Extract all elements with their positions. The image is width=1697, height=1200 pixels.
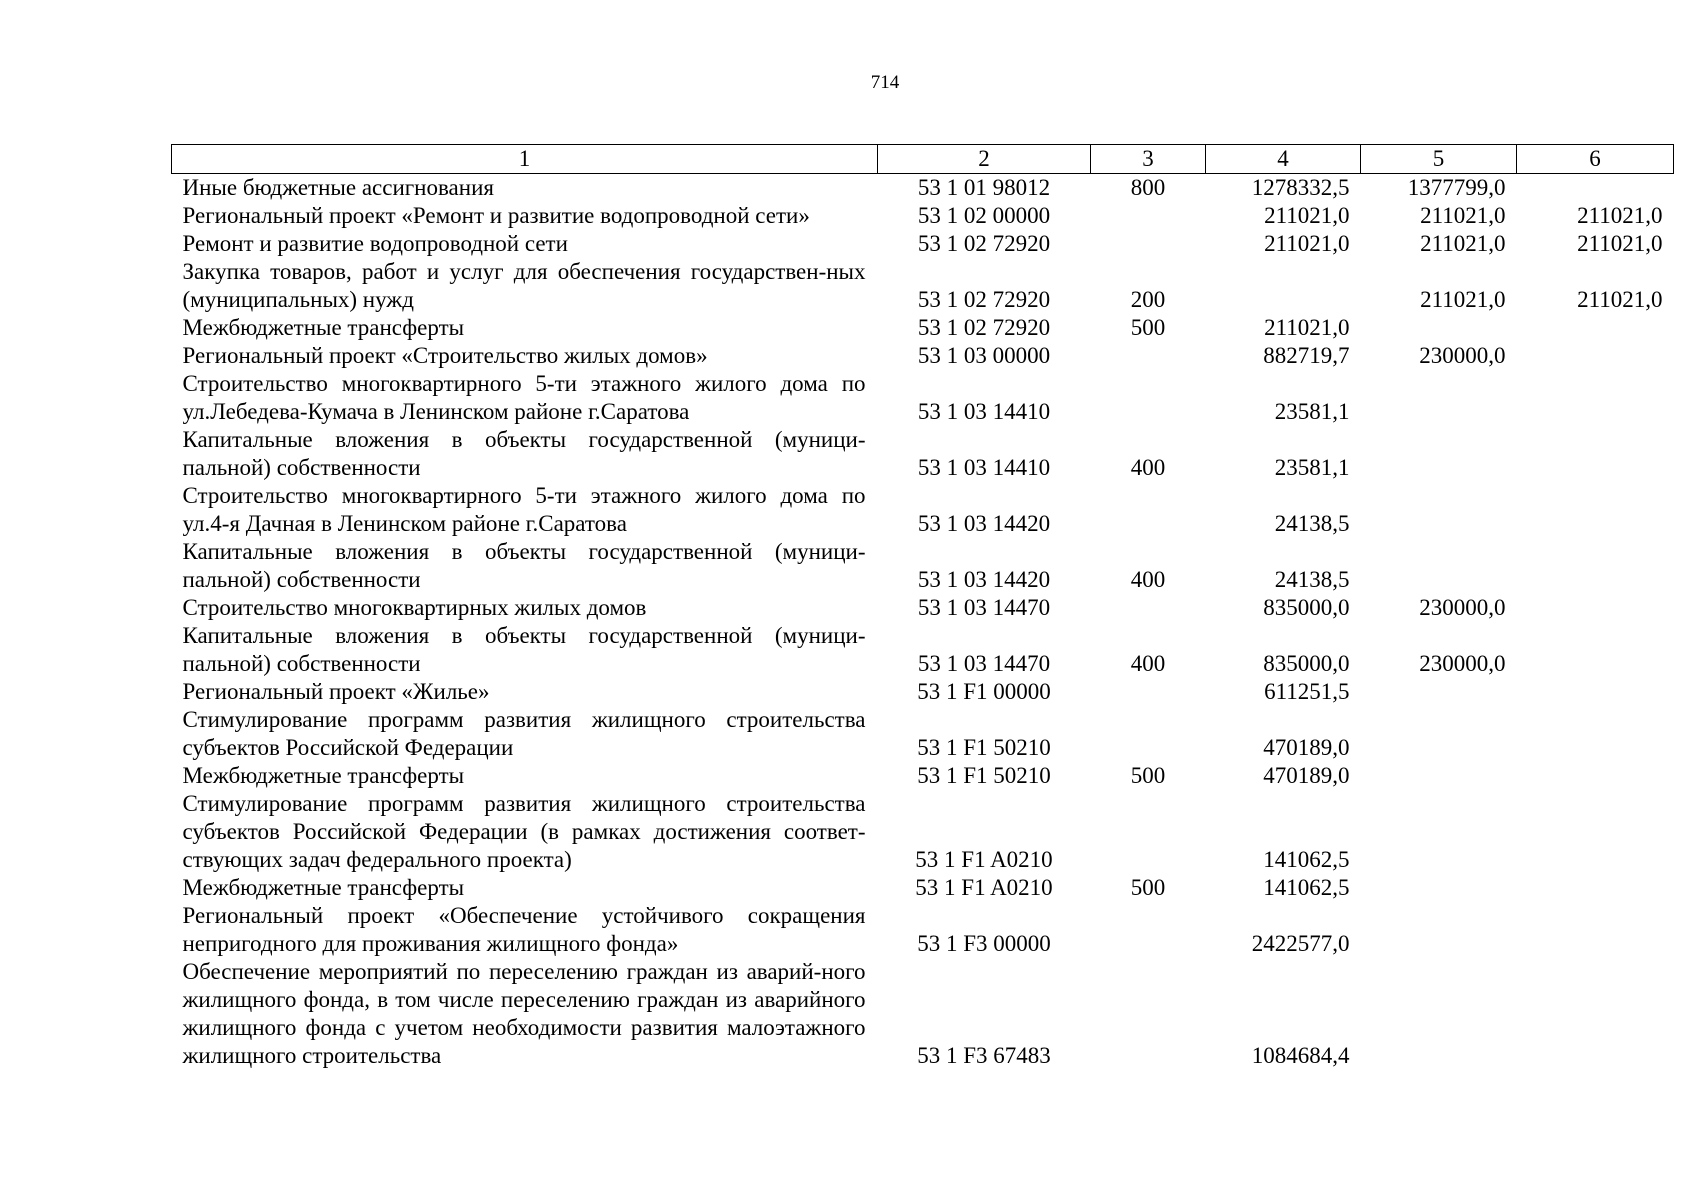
row-name: Межбюджетные трансферты: [182, 763, 465, 788]
row-expense-type: 400: [1130, 455, 1166, 480]
row-expense-type: [1091, 706, 1206, 762]
row-value-col4: 882719,7: [1263, 343, 1350, 368]
table-row: [172, 314, 1674, 342]
row-value-col4: 23581,1: [1274, 455, 1350, 480]
row-name: Строительство многоквартирного 5-ти этажного жилого дома по ул.Лебедева-Кумача в Ленинском районе г.Саратова: [182, 371, 866, 424]
row-name: Межбюджетные трансферты: [182, 875, 465, 900]
row-value-col5: [1361, 482, 1517, 538]
row-value-col6: [1517, 902, 1674, 958]
row-value-col4: 470189,0: [1263, 735, 1350, 760]
row-code: 53 1 F3 00000: [917, 931, 1051, 956]
row-expense-type: 800: [1130, 175, 1166, 200]
row-value-col4: 1278332,5: [1251, 175, 1350, 200]
table-row: [172, 790, 1674, 874]
column-header: 4: [1206, 145, 1361, 174]
column-header: 3: [1091, 145, 1206, 174]
row-code: 53 1 02 72920: [917, 315, 1051, 340]
row-name: Капитальные вложения в объекты государственной (муници-пальной) собственности: [182, 539, 866, 592]
row-name: Закупка товаров, работ и услуг для обеспечения государствен-ных (муниципальных) нужд: [182, 259, 866, 312]
row-value-col6: [1517, 342, 1674, 370]
row-expense-type: [1091, 230, 1206, 258]
row-value-col6: [1517, 874, 1674, 902]
row-value-col6: [1517, 762, 1674, 790]
row-value-col5: [1361, 790, 1517, 874]
row-expense-type: [1091, 902, 1206, 958]
row-expense-type: [1091, 790, 1206, 874]
row-value-col6: [1517, 482, 1674, 538]
row-value-col6: [1517, 678, 1674, 706]
row-value-col4: 23581,1: [1274, 399, 1350, 424]
row-value-col6: [1517, 174, 1674, 203]
row-value-col5: [1361, 678, 1517, 706]
row-expense-type: 500: [1130, 315, 1166, 340]
row-expense-type: [1091, 370, 1206, 426]
table-row: [172, 902, 1674, 958]
row-code: 53 1 01 98012: [917, 175, 1051, 200]
table-row: [172, 874, 1674, 902]
row-code: 53 1 03 14410: [917, 399, 1051, 424]
row-code: 53 1 F1 A0210: [915, 847, 1053, 872]
row-value-col4: 141062,5: [1263, 847, 1350, 872]
row-code: 53 1 03 14420: [917, 511, 1051, 536]
row-expense-type: 400: [1130, 567, 1166, 592]
table-row: [172, 706, 1674, 762]
page-number: 714: [870, 72, 900, 93]
row-code: 53 1 03 00000: [917, 343, 1051, 368]
row-expense-type: [1091, 958, 1206, 1070]
row-name: Межбюджетные трансферты: [182, 315, 465, 340]
table-row: [172, 342, 1674, 370]
row-expense-type: 400: [1130, 651, 1166, 676]
row-name: Региональный проект «Обеспечение устойчивого сокращения непригодного для проживания жилищного фонда»: [182, 903, 866, 956]
row-value-col5: 230000,0: [1419, 651, 1506, 676]
column-header: 5: [1361, 145, 1517, 174]
table-row: [172, 594, 1674, 622]
row-value-col6: [1517, 706, 1674, 762]
row-value-col4: 211021,0: [1264, 315, 1350, 340]
row-value-col5: [1361, 762, 1517, 790]
row-value-col5: 230000,0: [1419, 595, 1506, 620]
row-expense-type: 500: [1130, 763, 1166, 788]
table-row: [172, 762, 1674, 790]
row-code: 53 1 02 72920: [917, 231, 1051, 256]
column-header: 1: [172, 145, 878, 174]
row-value-col4: 1084684,4: [1251, 1043, 1350, 1068]
table-row: [172, 202, 1674, 230]
row-value-col4: 2422577,0: [1251, 931, 1350, 956]
row-value-col4: 611251,5: [1264, 679, 1350, 704]
row-value-col4: 835000,0: [1263, 651, 1350, 676]
row-name: Иные бюджетные ассигнования: [182, 175, 494, 200]
row-expense-type: [1091, 678, 1206, 706]
table-row: [172, 426, 1674, 482]
row-value-col5: 1377799,0: [1407, 175, 1506, 200]
row-value-col5: [1361, 314, 1517, 342]
row-value-col4: 211021,0: [1264, 231, 1350, 256]
row-value-col6: [1517, 594, 1674, 622]
row-name: Строительство многоквартирного 5-ти этажного жилого дома по ул.4-я Дачная в Ленинском районе г.Саратова: [182, 483, 866, 536]
row-name: Стимулирование программ развития жилищного строительства субъектов Российской Федерации: [182, 707, 866, 760]
row-value-col4: 24138,5: [1274, 511, 1350, 536]
row-name: Капитальные вложения в объекты государственной (муници-пальной) собственности: [182, 427, 866, 480]
row-value-col5: [1361, 706, 1517, 762]
row-code: 53 1 F1 00000: [917, 679, 1051, 704]
row-expense-type: [1091, 594, 1206, 622]
row-value-col5: 211021,0: [1420, 287, 1506, 312]
row-value-col6: 211021,0: [1577, 231, 1663, 256]
table-row: [172, 258, 1674, 314]
row-value-col5: [1361, 958, 1517, 1070]
row-code: 53 1 03 14420: [917, 567, 1051, 592]
row-expense-type: 200: [1130, 287, 1166, 312]
table-row: [172, 622, 1674, 678]
row-value-col5: 230000,0: [1419, 343, 1506, 368]
table-row: [172, 174, 1674, 203]
row-value-col6: 211021,0: [1577, 203, 1663, 228]
row-expense-type: [1091, 342, 1206, 370]
row-expense-type: 500: [1130, 875, 1166, 900]
row-code: 53 1 03 14470: [917, 651, 1051, 676]
budget-table: [171, 144, 1674, 1070]
row-code: 53 1 F3 67483: [917, 1043, 1051, 1068]
table-header: [172, 145, 1674, 174]
row-value-col6: [1517, 958, 1674, 1070]
row-name: Стимулирование программ развития жилищного строительства субъектов Российской Федерации (в рамках достижения соответ-ствующих задач федерального проекта): [182, 791, 866, 872]
row-name: Ремонт и развитие водопроводной сети: [182, 231, 568, 256]
table-row: [172, 538, 1674, 594]
row-code: 53 1 02 00000: [917, 203, 1051, 228]
table-row: [172, 958, 1674, 1070]
row-code: 53 1 02 72920: [917, 287, 1051, 312]
table-row: [172, 678, 1674, 706]
row-value-col6: [1517, 426, 1674, 482]
row-value-col5: 211021,0: [1420, 231, 1506, 256]
table-row: [172, 482, 1674, 538]
row-value-col4: [1206, 258, 1361, 314]
row-value-col5: [1361, 370, 1517, 426]
row-expense-type: [1091, 202, 1206, 230]
row-name: Обеспечение мероприятий по переселению граждан из аварий-ного жилищного фонда, в том числе переселению граждан из аварийного жилищного фонда с учетом необходимости развития малоэтажного жилищного строительства: [182, 959, 866, 1068]
row-value-col4: 470189,0: [1263, 763, 1350, 788]
row-value-col5: 211021,0: [1420, 203, 1506, 228]
row-value-col6: [1517, 370, 1674, 426]
row-code: 53 1 03 14410: [917, 455, 1051, 480]
row-code: 53 1 F1 A0210: [915, 875, 1053, 900]
row-value-col6: [1517, 622, 1674, 678]
row-value-col6: [1517, 538, 1674, 594]
row-value-col4: 141062,5: [1263, 875, 1350, 900]
header-row: [172, 145, 1674, 174]
column-header: 6: [1517, 145, 1674, 174]
row-value-col6: [1517, 314, 1674, 342]
table-body: [172, 174, 1674, 1071]
row-expense-type: [1091, 482, 1206, 538]
row-value-col5: [1361, 874, 1517, 902]
row-value-col6: 211021,0: [1577, 287, 1663, 312]
row-code: 53 1 F1 50210: [917, 763, 1051, 788]
row-name: Региональный проект «Ремонт и развитие водопроводной сети»: [182, 203, 810, 228]
row-value-col6: [1517, 790, 1674, 874]
row-name: Капитальные вложения в объекты государственной (муници-пальной) собственности: [182, 623, 866, 676]
row-code: 53 1 F1 50210: [917, 735, 1051, 760]
table-row: [172, 230, 1674, 258]
row-code: 53 1 03 14470: [917, 595, 1051, 620]
column-header: 2: [878, 145, 1091, 174]
row-value-col5: [1361, 538, 1517, 594]
row-name: Строительство многоквартирных жилых домов: [182, 595, 647, 620]
row-value-col4: 835000,0: [1263, 595, 1350, 620]
row-name: Региональный проект «Строительство жилых домов»: [182, 343, 708, 368]
row-value-col4: 24138,5: [1274, 567, 1350, 592]
table-row: [172, 370, 1674, 426]
row-value-col5: [1361, 902, 1517, 958]
row-value-col5: [1361, 426, 1517, 482]
row-value-col4: 211021,0: [1264, 203, 1350, 228]
row-name: Региональный проект «Жилье»: [182, 679, 490, 704]
